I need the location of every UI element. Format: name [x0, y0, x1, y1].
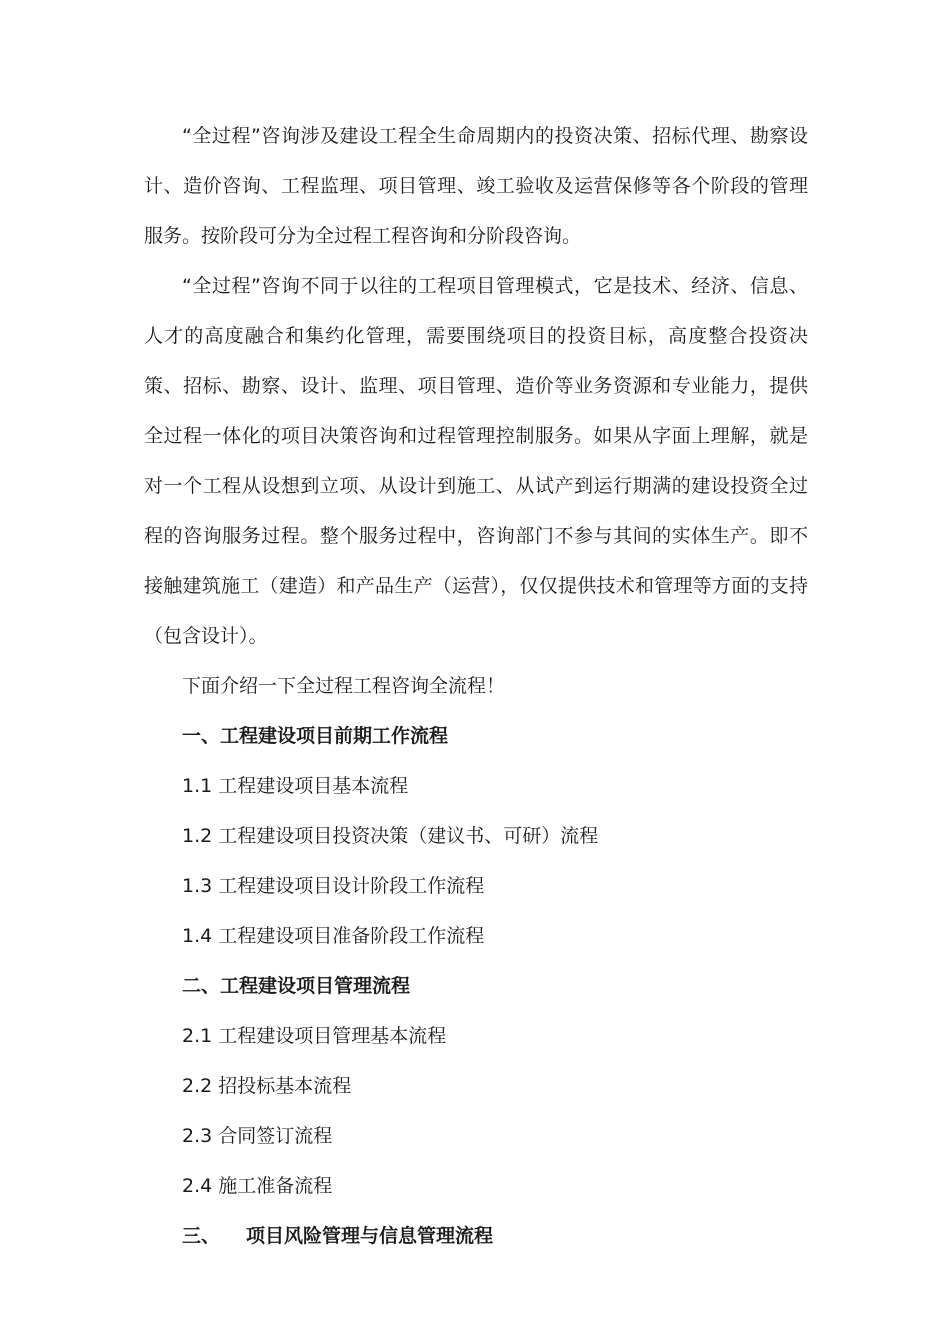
section-2-item-3: 2.3 合同签订流程 [182, 1125, 333, 1147]
intro-paragraph-1: “全过程”咨询涉及建设工程全生命周期内的投资决策、招标代理、勘察设计、造价咨询、工程监理、项目管理、竣工验收及运营保修等各个阶段的管理服务。按阶段可分为全过程工程咨询和分阶段咨询。 [144, 125, 808, 247]
section-3-heading-text: 项目风险管理与信息管理流程 [246, 1225, 494, 1247]
section-2-item-4: 2.4 施工准备流程 [182, 1175, 333, 1197]
section-3-heading [144, 1211, 808, 1261]
section-1-item-4: 1.4 工程建设项目准备阶段工作流程 [182, 925, 485, 947]
section-1-item-2: 1.2 工程建设项目投资决策（建议书、可研）流程 [182, 825, 599, 847]
section-1-item-1: 1.1 工程建设项目基本流程 [182, 775, 409, 797]
section-2-heading: 二、工程建设项目管理流程 [182, 975, 411, 997]
section-3-heading-number: 三、 [182, 1225, 221, 1247]
document-page [144, 111, 808, 1261]
intro-paragraph-3: 下面介绍一下全过程工程咨询全流程！ [182, 675, 506, 697]
section-1-heading: 一、工程建设项目前期工作流程 [182, 725, 449, 747]
intro-paragraph-2: “全过程”咨询不同于以往的工程项目管理模式，它是技术、经济、信息、人才的高度融合和集约化管理，需要围绕项目的投资目标，高度整合投资决策、招标、勘察、设计、监理、项目管理、造价等业务资源和专业能力，提供全过程一体化的项目决策咨询和过程管理控制服务。如果从字面上理解，就是对一个工程从设想到立项、从设计到施工、从试产到运行期满的建设投资全过程的咨询服务过程。整个服务过程中，咨询部门不参与其间的实体生产。即不接触建筑施工（建造）和产品生产（运营），仅仅提供技术和管理等方面的支持（包含设计）。 [144, 275, 808, 647]
section-2-item-2: 2.2 招投标基本流程 [182, 1075, 352, 1097]
section-1-item-3: 1.3 工程建设项目设计阶段工作流程 [182, 875, 485, 897]
section-2-item-1: 2.1 工程建设项目管理基本流程 [182, 1025, 447, 1047]
